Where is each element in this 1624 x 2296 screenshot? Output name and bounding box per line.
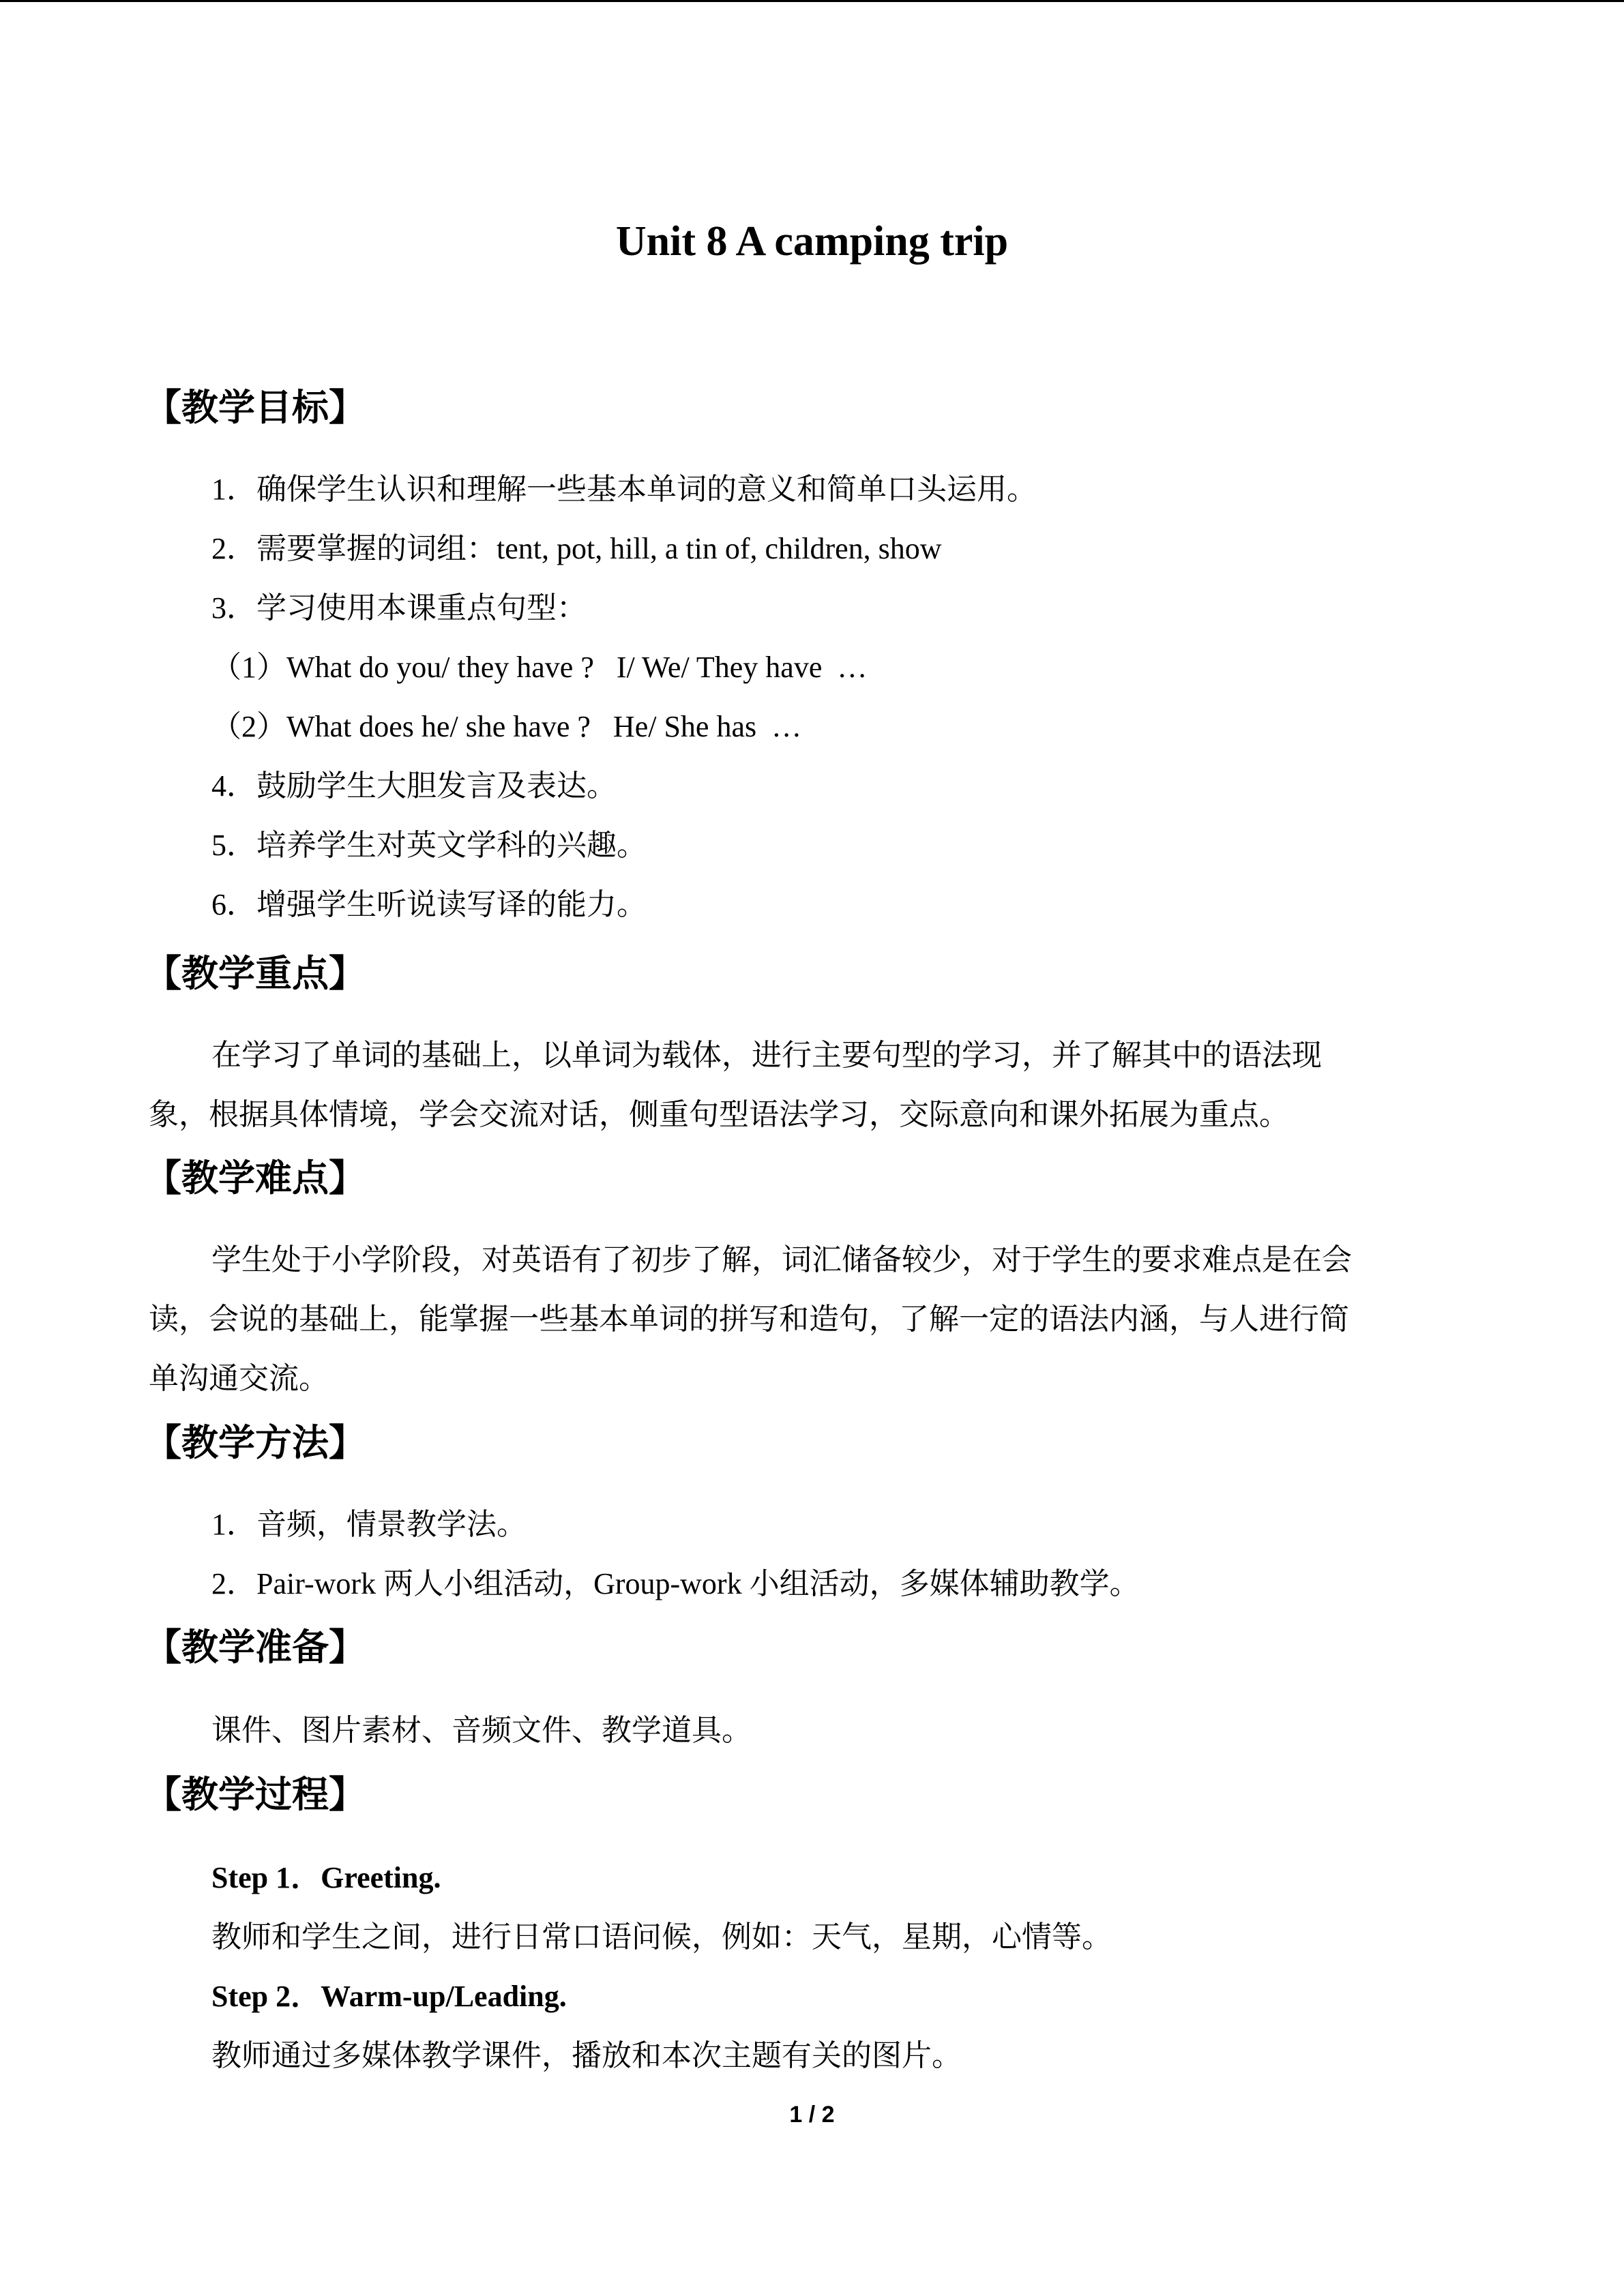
document-title: Unit 8 A camping trip	[615, 218, 1009, 265]
preparation-text: 课件、图片素材、音频文件、教学道具。	[211, 1714, 752, 1747]
method-item-2: 2．Pair-work 两人小组活动，Group-work 小组活动，多媒体辅助教学。	[211, 1567, 1140, 1600]
objective-item-4: 4．鼓励学生大胆发言及表达。	[211, 769, 617, 803]
step-2-text: 教师通过多媒体教学课件，播放和本次主题有关的图片。	[211, 2039, 962, 2072]
difficulties-line-2: 读，会说的基础上，能掌握一些基本单词的拼写和造句，了解一定的语法内涵，与人进行简	[149, 1302, 1349, 1336]
objective-pattern-2: （2）What does he/ she have ? He/ She has …	[211, 710, 802, 743]
heading-difficulties: 【教学难点】	[145, 1157, 366, 1199]
objective-item-3: 3．学习使用本课重点句型：	[211, 591, 587, 625]
step-1-title: Step 1．Greeting.	[211, 1861, 441, 1894]
key-points-line-2: 象，根据具体情境，学会交流对话，侧重句型语法学习，交际意向和课外拓展为重点。	[149, 1098, 1289, 1131]
objective-item-1: 1．确保学生认识和理解一些基本单词的意义和简单口头运用。	[211, 473, 1037, 506]
heading-preparation: 【教学准备】	[145, 1626, 366, 1669]
objective-item-5: 5．培养学生对英文学科的兴趣。	[211, 829, 647, 862]
top-border	[0, 0, 1624, 2]
method-item-1: 1．音频，情景教学法。	[211, 1508, 527, 1541]
objective-pattern-1: （1）What do you/ they have ? I/ We/ They have …	[211, 651, 868, 684]
objective-item-6: 6．增强学生听说读写译的能力。	[211, 888, 647, 921]
heading-objectives: 【教学目标】	[145, 386, 366, 429]
heading-process: 【教学过程】	[145, 1773, 366, 1816]
key-points-line-1: 在学习了单词的基础上，以单词为载体，进行主要句型的学习，并了解其中的语法现	[211, 1039, 1322, 1072]
difficulties-line-1: 学生处于小学阶段，对英语有了初步了解，词汇储备较少，对于学生的要求难点是在会	[211, 1243, 1352, 1277]
step-2-title: Step 2．Warm-up/Leading.	[211, 1980, 567, 2013]
difficulties-line-3: 单沟通交流。	[149, 1362, 329, 1395]
heading-methods: 【教学方法】	[145, 1421, 366, 1464]
step-1-text: 教师和学生之间，进行日常口语问候，例如：天气，星期，心情等。	[211, 1920, 1112, 1954]
page-number: 1 / 2	[789, 2102, 835, 2128]
heading-key-points: 【教学重点】	[145, 952, 366, 995]
objective-item-2: 2．需要掌握的词组：tent, pot, hill, a tin of, children, show	[211, 532, 942, 565]
